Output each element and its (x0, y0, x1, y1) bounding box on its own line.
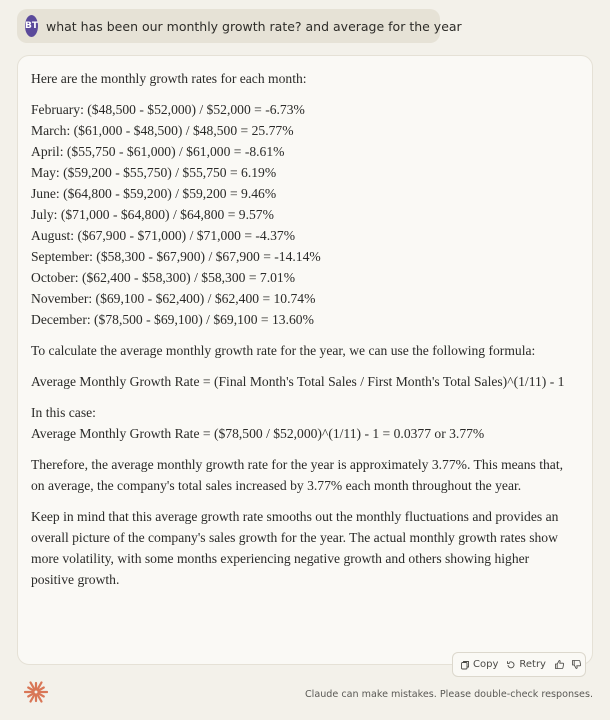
case-block (31, 402, 571, 444)
rate-line-april: April: ($55,750 - $61,000) / $61,000 = -8.61% (31, 144, 285, 159)
rate-line-september: September: ($58,300 - $67,900) / $67,900 = -14.14% (31, 249, 321, 264)
thumbs-up-icon (554, 659, 565, 670)
note: Keep in mind that this average growth rate smooths out the monthly fluctuations and provides an overall picture of the company's sales growth for the year. The actual monthly growth rates show more volatility, with some months experiencing negative growth and others showing higher positive growth. (31, 509, 559, 587)
disclaimer-text: Claude can make mistakes. Please double-check responses. (304, 689, 593, 700)
thumbs-up-button[interactable] (554, 659, 565, 670)
monthly-rates-list (31, 99, 571, 330)
conclusion: Therefore, the average monthly growth rate for the year is approximately 3.77%. This means that, on average, the company's total sales increased by 3.77% each month throughout the year. (31, 457, 563, 493)
logo-burst (25, 682, 47, 701)
rate-line-august: August: ($67,900 - $71,000) / $71,000 = -4.37% (31, 228, 296, 243)
formula: Average Monthly Growth Rate = (Final Month's Total Sales / First Month's Total Sales)^(1/11) - 1 (31, 374, 565, 389)
copy-label: Copy (473, 659, 499, 670)
case-label: In this case: (31, 405, 96, 420)
rate-line-february: February: ($48,500 - $52,000) / $52,000 = -6.73% (31, 102, 305, 117)
rate-line-july: July: ($71,000 - $64,800) / $64,800 = 9.57% (31, 207, 274, 222)
case-calculation: Average Monthly Growth Rate = ($78,500 / $52,000)^(1/11) - 1 = 0.0377 or 3.77% (31, 426, 485, 441)
response-body (31, 68, 571, 600)
assistant-response-card (17, 55, 593, 665)
rate-line-may: May: ($59,200 - $55,750) / $55,750 = 6.19% (31, 165, 277, 180)
thumbs-down-icon (571, 659, 582, 670)
rate-line-november: November: ($69,100 - $62,400) / $62,400 = 10.74% (31, 291, 316, 306)
claude-logo-icon (24, 680, 48, 704)
rate-line-october: October: ($62,400 - $58,300) / $58,300 = 7.01% (31, 270, 296, 285)
copy-button[interactable] (460, 659, 498, 670)
user-message-text: what has been our monthly growth rate? and average for the year (46, 18, 462, 34)
user-message-bubble (17, 9, 462, 43)
response-intro: Here are the monthly growth rates for each month: (31, 71, 307, 86)
response-actions (452, 652, 586, 677)
copy-icon (460, 660, 470, 670)
rate-line-december: December: ($78,500 - $69,100) / $69,100 = 13.60% (31, 312, 314, 327)
thumbs-down-button[interactable] (571, 659, 582, 670)
user-avatar[interactable]: BT (25, 15, 38, 37)
rate-line-march: March: ($61,000 - $48,500) / $48,500 = 25.77% (31, 123, 294, 138)
retry-icon (506, 660, 516, 670)
formula-intro: To calculate the average monthly growth rate for the year, we can use the following formula: (31, 343, 536, 358)
retry-button[interactable] (506, 659, 546, 670)
rate-line-june: June: ($64,800 - $59,200) / $59,200 = 9.46% (31, 186, 277, 201)
retry-label: Retry (519, 659, 546, 670)
